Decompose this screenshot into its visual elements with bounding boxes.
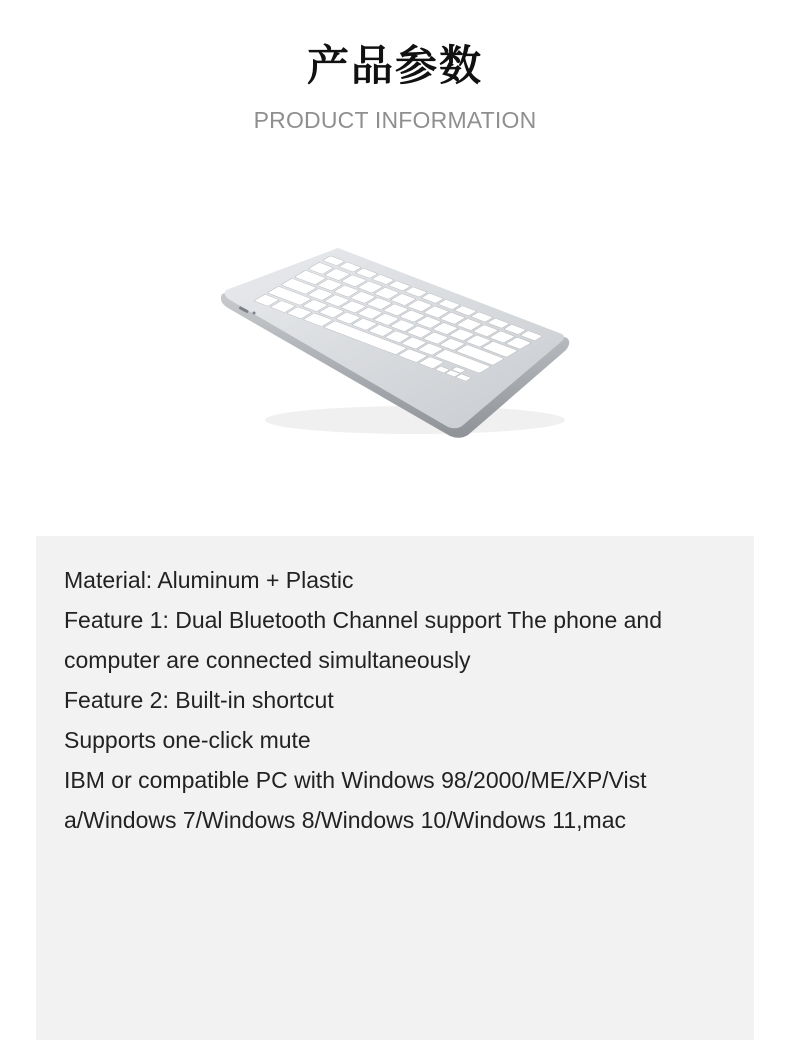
- spec-mute-support: Supports one-click mute: [64, 727, 311, 753]
- spec-panel: [36, 536, 754, 1040]
- spec-feature-2: Feature 2: Built-in shortcut: [64, 687, 334, 713]
- page-subtitle: PRODUCT INFORMATION: [253, 107, 537, 133]
- spec-compatibility: IBM or compatible PC with Windows 98/2000/ME/XP/Vist: [64, 767, 647, 793]
- spec-material: Material: Aluminum + Plastic: [64, 567, 354, 593]
- spec-list: [64, 560, 734, 840]
- spec-feature-1-continued: computer are connected simultaneously: [64, 647, 471, 673]
- page-title: 产品参数: [306, 41, 483, 90]
- spec-compatibility-continued: a/Windows 7/Windows 8/Windows 10/Windows 11,mac: [64, 807, 627, 833]
- spec-feature-1: Feature 1: Dual Bluetooth Channel support The phone and: [64, 607, 662, 633]
- keyboard-product-image: [210, 240, 580, 445]
